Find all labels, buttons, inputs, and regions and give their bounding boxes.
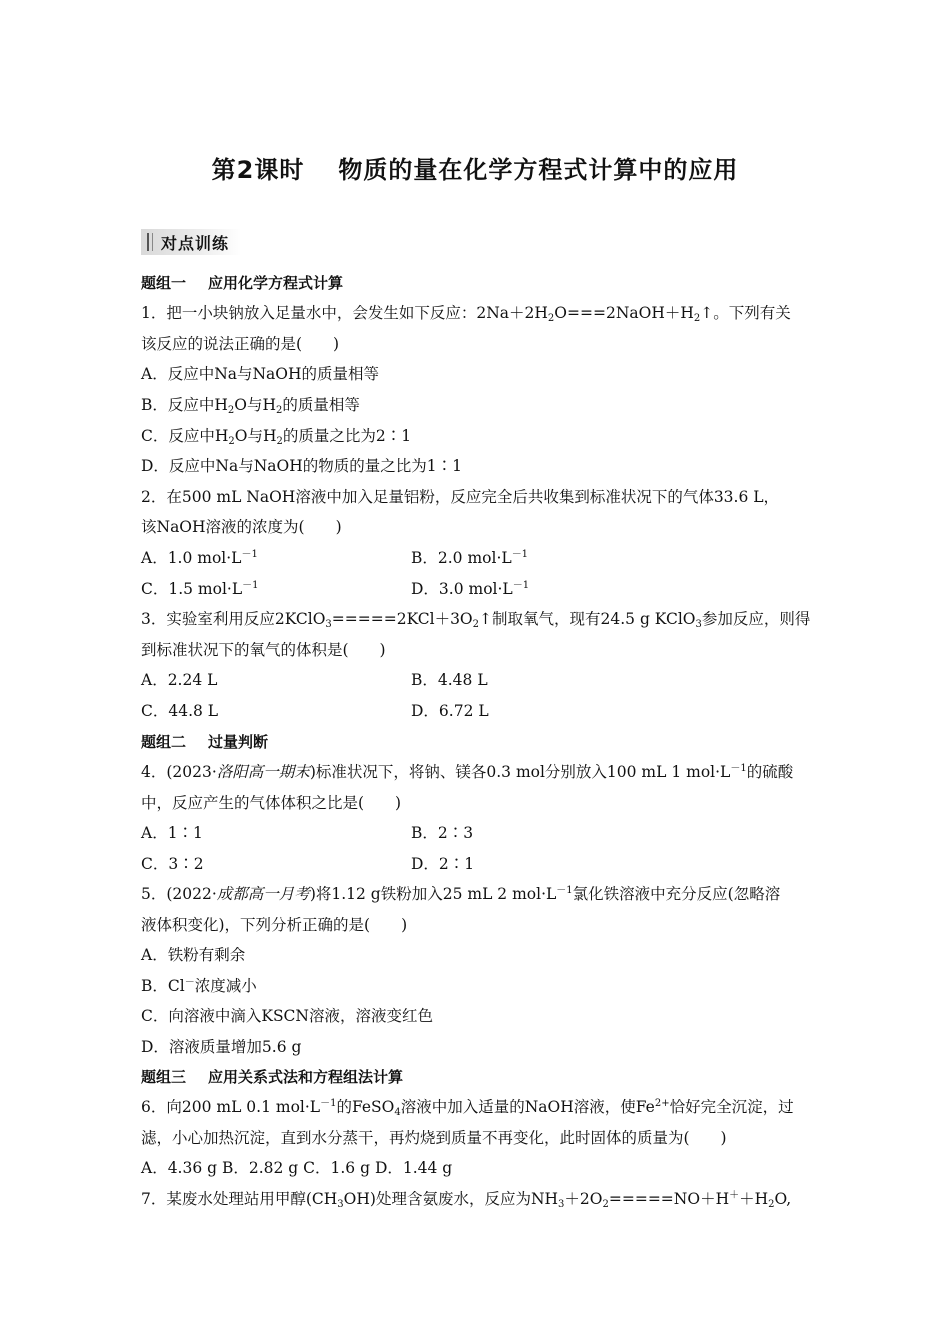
- question-3-option-c: C．44.8 L: [141, 702, 219, 720]
- question-3-option-a: A．2.24 L: [141, 671, 218, 689]
- question-1-line-2: 该反应的说法正确的是( ): [141, 335, 340, 353]
- question-1-option-d: D．反应中Na与NaOH的物质的量之比为1∶1: [141, 457, 462, 475]
- question-2-line-2: 该NaOH溶液的浓度为( ): [141, 518, 342, 536]
- group-heading-1: 题组一 应用化学方程式计算: [141, 274, 344, 292]
- question-4-option-c: C．3∶2: [141, 855, 204, 873]
- lesson-title: 物质的量在化学方程式计算中的应用: [338, 156, 739, 184]
- question-2-option-a: A．1.0 $mol\cdot L^{-1}$: [141, 549, 258, 567]
- question-7-line-1: 7．某废水处理站用甲醇$(CH_3OH)$处理含氨废水，反应为$NH_3+2O_2=====NO+H^++H_2O$,: [141, 1190, 792, 1210]
- lesson-number: 第2课时: [211, 156, 305, 184]
- question-4-option-b: B．2∶3: [411, 824, 474, 842]
- question-1-option-a: A．反应中Na与NaOH的质量相等: [141, 365, 380, 383]
- question-2-line-1: 2．在500 mL NaOH溶液中加入足量铝粉，反应完全后共收集到标准状况下的气体33.6 L，: [141, 488, 780, 506]
- question-2-option-c: C．1.5 $mol\cdot L^{-1}$: [141, 580, 259, 598]
- question-3-line-2: 到标准状况下的氧气的体积是( ): [141, 641, 386, 659]
- question-4-line-2: 中，反应产生的气体体积之比是( ): [141, 794, 402, 812]
- section-badge: [141, 229, 241, 255]
- question-4-option-a: A．1∶1: [141, 824, 203, 842]
- question-2-option-d: D．3.0 $mol\cdot L^{-1}$: [411, 580, 530, 598]
- section-badge-label: 对点训练: [161, 234, 230, 253]
- question-5-source: 成都高一月考: [216, 885, 310, 903]
- question-3-option-b: B．4.48 L: [411, 671, 488, 689]
- question-5-option-c: C．向溶液中滴入KSCN溶液，溶液变红色: [141, 1007, 433, 1025]
- question-5-option-d: D．溶液质量增加5.6 g: [141, 1038, 302, 1056]
- question-1-option-b: B．反应中$H_2O$与$H_2$的质量相等: [141, 396, 360, 416]
- question-6-line-1: 6．向200 mL 0.1 $mol\cdot L^{-1}$的FeSO$_4$溶液中加入适量的NaOH溶液，使$Fe^{2+}$恰好完全沉淀，过: [141, 1098, 794, 1118]
- question-5-option-a: A．铁粉有剩余: [141, 946, 246, 964]
- question-4-source: 洛阳高一期末: [216, 763, 310, 781]
- question-5-line-2: 液体积变化)，下列分析正确的是( ): [141, 916, 408, 934]
- question-2-option-b: B．2.0 $mol\cdot L^{-1}$: [411, 549, 529, 567]
- question-5-line-1: 5．(2022·成都高一月考)将1.12 g铁粉加入25 mL 2 $mol\cdot L^{-1}$氯化铁溶液中充分反应(忽略溶: [141, 885, 781, 903]
- question-5-option-b: B．Cl－浓度减小: [141, 977, 257, 995]
- question-1-option-c: C．反应中$H_2O$与$H_2$的质量之比为2∶1: [141, 427, 412, 447]
- question-4-line-1: 4．(2023·洛阳高一期末)标准状况下，将钠、镁各0.3 mol分别放入100 mL 1 $mol\cdot L^{-1}$的硫酸: [141, 763, 794, 781]
- group-heading-2: 题组二 过量判断: [141, 733, 269, 751]
- question-6-options: A．4.36 g B．2.82 g C．1.6 g D．1.44 g: [141, 1159, 453, 1177]
- question-6-line-2: 滤，小心加热沉淀，直到水分蒸干，再灼烧到质量不再变化，此时固体的质量为( ): [141, 1129, 727, 1147]
- question-4-option-d: D．2∶1: [411, 855, 475, 873]
- question-1-line-1: 1．把一小块钠放入足量水中，会发生如下反应：$2Na+2H_2O===2NaOH+H_2↑$。下列有关: [141, 304, 791, 324]
- group-heading-3: 题组三 应用关系式法和方程组法计算: [141, 1068, 404, 1086]
- question-3-option-d: D．6.72 L: [411, 702, 489, 720]
- page-title: [0, 150, 950, 185]
- question-3-line-1: 3．实验室利用反应$2KClO_3=====2KCl+3O_2↑$制取氧气，现有24.5 g KClO$_3$参加反应，则得: [141, 610, 811, 630]
